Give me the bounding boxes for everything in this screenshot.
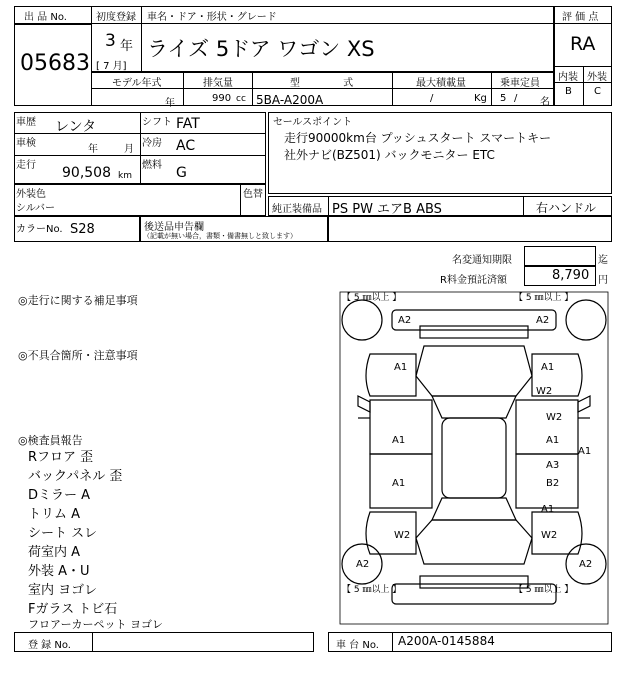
divider [392, 632, 393, 652]
damage-mark: W2 [541, 530, 558, 541]
equip-value: PS PW エアB ABS [332, 202, 442, 217]
fuel-label: 燃料 [142, 160, 162, 171]
inspector-item: シート スレ [28, 526, 98, 541]
shift-value: FAT [176, 116, 200, 132]
divider [141, 23, 142, 72]
sales-line-1: 走行90000km台 プッシュスタート スマートキー [284, 131, 552, 145]
supplement-heading: ◎走行に関する補足事項 [18, 294, 138, 307]
recycle-unit: 円 [598, 275, 608, 286]
damage-mark: A1 [541, 362, 555, 373]
handle-value: 右ハンドル [536, 201, 597, 215]
kg-unit: Kg [474, 93, 487, 104]
capacity-unit: 名 [540, 97, 550, 108]
divider [491, 72, 492, 106]
divider [554, 23, 612, 24]
type-value: 5BA-A200A [256, 93, 324, 107]
lot-label: 出 品 No. [24, 12, 67, 23]
tire-depth-top: 【 5 ㎜以上 】 [342, 293, 402, 303]
history-value: レンタ [55, 119, 97, 135]
load-value: / [430, 93, 434, 104]
exterior-grade: C [594, 86, 601, 97]
inspector-item: バックパネル 歪 [28, 469, 123, 484]
type-label: 型 式 [290, 78, 354, 89]
cc-unit: cc [236, 94, 246, 104]
load-label: 最大積載量 [416, 78, 466, 89]
color-value: シルバー [16, 203, 56, 214]
lot-number: 05683 [20, 51, 90, 76]
reg-month: [ 7 月] [96, 61, 127, 72]
rating-value: RA [570, 33, 596, 55]
divider [583, 66, 584, 106]
inspector-item: Fガラス トビ石 [28, 602, 118, 617]
damage-mark: B2 [546, 478, 560, 489]
ac-value: AC [176, 138, 196, 154]
name-change-unit: 迄 [598, 255, 608, 266]
capacity-value: 5 [500, 93, 507, 104]
color-label: 外装色 [16, 189, 46, 200]
interior-label: 内装 [558, 72, 578, 83]
inspector-item: トリム A [28, 507, 81, 522]
displacement-value: 990 [212, 93, 232, 104]
car-name: ライズ 5ドア ワゴン XS [147, 37, 375, 61]
recycle-value: 8,790 [552, 268, 590, 283]
divider [240, 184, 241, 216]
rating-label: 評 価 点 [562, 12, 599, 23]
chassis-label: 車 台 No. [336, 640, 379, 651]
divider [14, 133, 266, 134]
divider [252, 72, 253, 106]
damage-mark: A2 [356, 559, 370, 570]
defects-heading: ◎不具合箇所・注意事項 [18, 349, 138, 362]
inspector-item: 荷室内 A [28, 545, 81, 560]
damage-mark: A2 [536, 315, 550, 326]
sales-line-2: 社外ナビ(BZ501) バックモニター ETC [284, 148, 495, 162]
displacement-label: 排気量 [203, 78, 233, 89]
divider [392, 72, 393, 106]
car-damage-diagram [336, 288, 612, 628]
damage-mark: W2 [546, 412, 563, 423]
extra-cell [328, 216, 612, 242]
color-no-value: S28 [70, 222, 95, 237]
model-year-unit: 年 [165, 98, 175, 109]
tire-depth-bottom: 【 5 ㎜以上 】 [342, 585, 402, 595]
model-year-label: モデル年式 [112, 78, 162, 89]
km-unit: km [118, 171, 132, 181]
inspector-item: 室内 ヨゴレ [28, 583, 98, 598]
divider [183, 72, 184, 106]
reg-label: 初度登録 [96, 12, 136, 23]
divider [141, 6, 142, 23]
damage-mark: W2 [536, 386, 553, 397]
damage-mark: A3 [546, 460, 560, 471]
divider [523, 196, 524, 216]
exterior-label: 外装 [587, 72, 607, 83]
damage-mark: A1 [541, 504, 555, 515]
divider [14, 155, 266, 156]
damage-mark: A1 [392, 435, 406, 446]
damage-mark: A1 [394, 362, 408, 373]
doc-label: 後送品申告欄 [144, 222, 204, 233]
inspector-item: Dミラー A [28, 488, 91, 503]
history-label: 車歴 [16, 117, 36, 128]
damage-mark: W2 [394, 530, 411, 541]
car-label: 車名・ドア・形状・グレード [147, 12, 277, 23]
capacity-sep: / [514, 93, 518, 104]
inspector-item: 外装 A・U [28, 564, 90, 579]
damage-mark: A2 [579, 559, 593, 570]
doc-note: （記載が無い場合，書類・備書無しと致します） [143, 232, 297, 240]
inspector-item: Rフロア 歪 [28, 450, 94, 465]
inspector-heading: ◎検査員報告 [18, 434, 83, 447]
divider [92, 632, 93, 652]
damage-mark: A1 [392, 478, 406, 489]
interior-grade: B [565, 86, 572, 97]
divider [140, 112, 141, 184]
inspection-month: 月 [124, 144, 134, 155]
name-change-label: 名変通知期限 [452, 255, 512, 266]
reg-year-unit: 年 [120, 39, 134, 54]
divider [91, 23, 554, 24]
reg-no-label: 登 録 No. [28, 640, 71, 651]
recycle-label: R料金預託済額 [440, 275, 507, 286]
ac-label: 冷房 [142, 138, 162, 149]
inspector-item: フロアーカーペット ヨゴレ [28, 618, 163, 631]
divider [554, 82, 612, 83]
shift-label: シフト [142, 117, 172, 128]
damage-mark: A2 [398, 315, 412, 326]
equip-label: 純正装備品 [272, 204, 322, 215]
damage-mark: A1 [578, 446, 592, 457]
chassis-value: A200A-0145884 [398, 634, 495, 648]
mileage-label: 走行 [16, 160, 36, 171]
divider [328, 196, 329, 216]
sales-label: セールスポイント [273, 117, 353, 128]
name-change-box [524, 246, 596, 266]
inspection-year: 年 [88, 144, 98, 155]
repaint-label: 色替 [243, 189, 263, 200]
capacity-label: 乗車定員 [500, 78, 540, 89]
damage-mark: A1 [546, 435, 560, 446]
mileage-value: 90,508 [62, 165, 111, 181]
fuel-value: G [176, 165, 187, 181]
reg-year: 3 [105, 31, 116, 51]
tire-depth-top: 【 5 ㎜以上 】 [514, 293, 574, 303]
inspection-label: 車検 [16, 138, 36, 149]
color-no-label: カラーNo. [16, 224, 63, 235]
tire-depth-bottom: 【 5 ㎜以上 】 [514, 585, 574, 595]
